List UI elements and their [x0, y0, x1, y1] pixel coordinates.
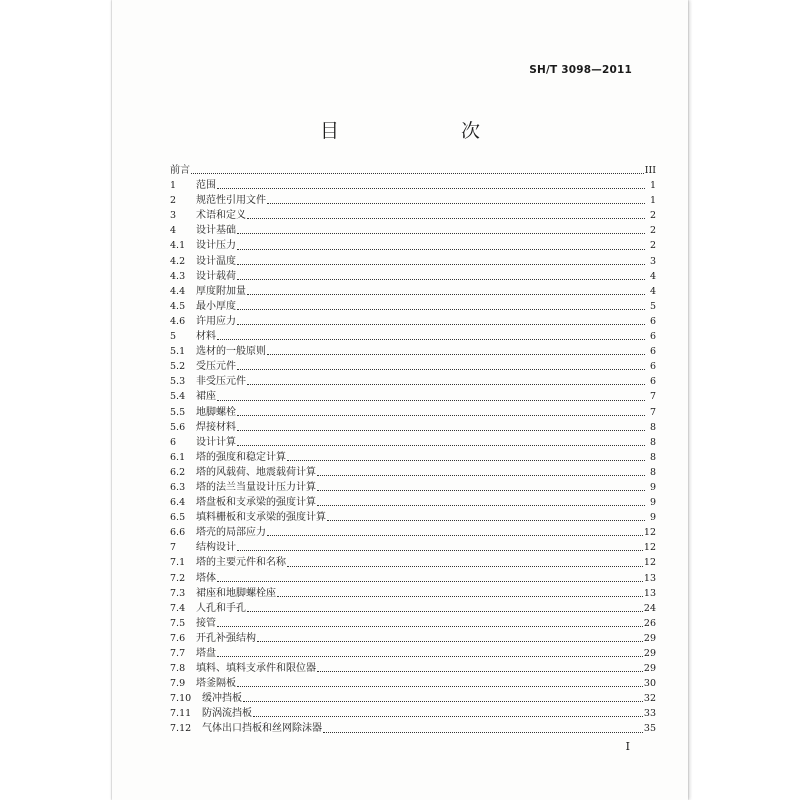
toc-entry-label: 塔的法兰当量设计压力计算 — [196, 481, 316, 493]
toc-leader-dots — [267, 194, 645, 204]
page-title: 目 次 — [319, 120, 508, 142]
toc-entry — [170, 314, 656, 329]
toc-entry — [170, 420, 656, 435]
toc-entry-label: 材料 — [196, 331, 216, 343]
toc-leader-dots — [247, 285, 645, 295]
toc-entry — [170, 540, 656, 555]
toc-entry — [170, 374, 656, 389]
toc-leader-dots — [237, 677, 643, 687]
toc-leader-dots — [237, 224, 645, 234]
toc-entry-label: 气体出口挡板和丝网除沫器 — [202, 723, 322, 735]
toc-entry-page: 8 — [649, 466, 656, 478]
toc-entry-label: 塔盘板和支承梁的强度计算 — [196, 497, 316, 509]
toc-leader-dots — [191, 164, 644, 174]
toc-entry-label: 塔体 — [196, 572, 216, 584]
toc-entry-number: 7 — [170, 542, 177, 554]
toc-entry — [170, 344, 656, 359]
toc-entry-page: 7 — [649, 391, 656, 403]
toc-entry — [170, 601, 656, 616]
toc-leader-dots — [287, 451, 645, 461]
toc-entry-label: 开孔补强结构 — [196, 632, 256, 644]
toc-leader-dots — [247, 602, 643, 612]
toc-entry-page: 6 — [649, 376, 656, 388]
toc-leader-dots — [247, 209, 645, 219]
toc-entry — [170, 525, 656, 540]
toc-leader-dots — [237, 360, 645, 370]
toc-entry-label: 前言 — [170, 165, 190, 176]
toc-entry-page: 29 — [643, 663, 656, 675]
toc-entry-page: 29 — [643, 632, 656, 644]
toc-leader-dots — [257, 632, 643, 642]
toc-entry — [170, 284, 656, 299]
toc-entry-label: 裙座 — [196, 391, 216, 403]
toc-entry-label: 塔盘 — [196, 648, 216, 659]
toc-entry — [170, 193, 656, 208]
toc-entry-page: 4 — [649, 285, 656, 297]
toc-entry — [170, 269, 656, 284]
toc-leader-dots — [327, 511, 645, 521]
toc-entry-label: 设计压力 — [196, 240, 236, 252]
toc-entry-label: 塔壳的局部应力 — [196, 527, 266, 539]
toc-entry-label: 接管 — [196, 617, 216, 629]
toc-entry-number: 5.6 — [170, 421, 186, 433]
toc-entry-label: 设计温度 — [196, 255, 236, 267]
toc-leader-dots — [217, 647, 643, 657]
toc-entry-label: 非受压元件 — [196, 376, 246, 388]
toc-entry-label: 人孔和手孔 — [196, 602, 246, 614]
toc-entry-number: 7.12 — [170, 723, 192, 735]
toc-leader-dots — [243, 692, 643, 702]
toc-entry — [170, 631, 656, 646]
toc-entry-page: 13 — [643, 572, 656, 584]
toc-entry — [170, 691, 656, 706]
toc-entry-page: 7 — [649, 406, 656, 418]
toc-entry-page: 2 — [649, 210, 656, 222]
toc-entry-number: 6.2 — [170, 466, 186, 478]
toc-entry-number: 4 — [170, 225, 177, 237]
toc-entry — [170, 178, 656, 193]
toc-entry-number: 5.2 — [170, 361, 186, 373]
toc-entry-page: 13 — [643, 587, 656, 599]
toc-entry — [170, 208, 656, 223]
toc-entry-page: 6 — [649, 331, 656, 343]
toc-entry — [170, 450, 656, 465]
toc-entry-page: 12 — [643, 527, 656, 539]
toc-leader-dots — [267, 345, 645, 355]
toc-entry-number: 6.6 — [170, 527, 186, 539]
toc-leader-dots — [237, 315, 645, 325]
toc-entry-number: 4.3 — [170, 270, 186, 282]
toc-entry-number: 4.4 — [170, 285, 186, 297]
toc-entry-label: 术语和定义 — [196, 210, 246, 222]
toc-entry — [170, 238, 656, 253]
toc-entry-label: 地脚螺栓 — [196, 406, 236, 418]
toc-entry-label: 厚度附加量 — [196, 285, 246, 297]
toc-entry-page: 26 — [643, 617, 656, 629]
toc-entry — [170, 163, 656, 178]
toc-entry-number: 7.6 — [170, 632, 186, 644]
toc-leader-dots — [217, 391, 645, 401]
toc-entry-page: 12 — [643, 542, 656, 554]
toc-entry-page: 2 — [649, 225, 656, 237]
toc-entry-label: 填料、填料支承件和限位器 — [196, 663, 316, 675]
toc-entry-page: 9 — [649, 481, 656, 493]
toc-entry-number: 6.5 — [170, 512, 186, 524]
toc-leader-dots — [237, 255, 645, 265]
toc-leader-dots — [217, 179, 645, 189]
toc-entry — [170, 329, 656, 344]
toc-entry-page: 8 — [649, 421, 656, 433]
toc-entry-page: 8 — [649, 436, 656, 448]
toc-entry-number: 7.1 — [170, 557, 186, 569]
toc-entry — [170, 480, 656, 495]
toc-entry — [170, 299, 656, 314]
toc-leader-dots — [237, 421, 645, 431]
toc-entry-label: 设计载荷 — [196, 270, 236, 282]
toc-entry-page: 29 — [643, 648, 656, 659]
toc-entry-label: 设计基础 — [196, 225, 236, 237]
toc-entry — [170, 389, 656, 404]
toc-entry-number: 6 — [170, 436, 177, 448]
toc-entry-number: 7.2 — [170, 572, 186, 584]
toc-entry-number: 7.8 — [170, 663, 186, 675]
toc-entry-number: 4.2 — [170, 255, 186, 267]
toc-entry-number: 6.4 — [170, 497, 186, 509]
toc-leader-dots — [317, 481, 645, 491]
toc-entry-number: 7.5 — [170, 617, 186, 629]
toc-leader-dots — [237, 270, 645, 280]
toc-leader-dots — [237, 406, 645, 416]
toc-entry-number: 5.4 — [170, 391, 186, 403]
toc-entry-label: 填料栅板和支承梁的强度计算 — [196, 512, 326, 524]
toc-leader-dots — [277, 587, 643, 597]
toc-entry-page: 3 — [649, 255, 656, 267]
toc-entry-number: 5.1 — [170, 346, 186, 358]
toc-entry-number: 7.3 — [170, 587, 186, 599]
toc-entry — [170, 571, 656, 586]
toc-entry-number: 2 — [170, 195, 177, 207]
toc-leader-dots — [317, 466, 645, 476]
toc-entry — [170, 661, 656, 676]
toc-leader-dots — [217, 330, 645, 340]
toc-entry-page: 9 — [649, 512, 656, 524]
toc-leader-dots — [237, 240, 645, 250]
toc-entry-page: 5 — [649, 300, 656, 312]
toc-entry-label: 塔釜隔板 — [196, 678, 236, 690]
toc-entry-page: 6 — [649, 361, 656, 373]
toc-entry — [170, 646, 656, 661]
toc-entry-number: 3 — [170, 210, 177, 222]
toc-entry-number: 4.1 — [170, 240, 186, 252]
toc-entry — [170, 586, 656, 601]
toc-leader-dots — [247, 375, 645, 385]
toc-entry-page: 24 — [643, 602, 656, 614]
toc-leader-dots — [237, 436, 645, 446]
toc-entry-number: 5.3 — [170, 376, 186, 388]
toc-entry-label: 最小厚度 — [196, 300, 236, 312]
toc-entry-page: 6 — [649, 315, 656, 327]
toc-leader-dots — [267, 526, 643, 536]
toc-entry-label: 塔的强度和稳定计算 — [196, 451, 286, 463]
toc-leader-dots — [317, 662, 643, 672]
toc-entry-label: 选材的一般原则 — [196, 346, 266, 358]
toc-leader-dots — [237, 541, 643, 551]
toc-entry-number: 1 — [170, 180, 177, 192]
toc-entry-page: 1 — [649, 180, 656, 192]
toc-entry-label: 许用应力 — [196, 315, 236, 327]
toc-entry-page: 32 — [643, 693, 656, 705]
toc-entry-number: 4.5 — [170, 300, 186, 312]
toc-entry — [170, 510, 656, 525]
toc-entry — [170, 616, 656, 631]
toc-leader-dots — [217, 617, 643, 627]
toc-leader-dots — [323, 723, 643, 733]
toc-entry — [170, 223, 656, 238]
toc-entry — [170, 555, 656, 570]
toc-entry — [170, 465, 656, 480]
toc-entry — [170, 359, 656, 374]
toc-entry-page: 8 — [649, 451, 656, 463]
toc-entry-label: 规范性引用文件 — [196, 195, 266, 207]
toc-entry-page: III — [644, 165, 656, 176]
toc-leader-dots — [217, 572, 643, 582]
toc-entry-number: 7.9 — [170, 678, 186, 690]
toc-leader-dots — [237, 300, 645, 310]
toc-entry-number: 6.1 — [170, 451, 186, 463]
toc-entry — [170, 676, 656, 691]
document-page — [112, 0, 688, 800]
toc-entry-label: 范围 — [196, 180, 216, 192]
toc-entry-label: 焊接材料 — [196, 421, 236, 433]
toc-entry-label: 塔的主要元件和名称 — [196, 557, 286, 569]
toc-entry-page: 4 — [649, 270, 656, 282]
toc-entry-number: 4.6 — [170, 315, 186, 327]
toc-entry-page: 12 — [643, 557, 656, 569]
toc-entry-label: 受压元件 — [196, 361, 236, 373]
toc-entry — [170, 721, 656, 736]
toc-entry — [170, 254, 656, 269]
toc-leader-dots — [253, 707, 643, 717]
toc-entry-label: 设计计算 — [196, 436, 236, 448]
standard-code: SH/T 3098—2011 — [529, 64, 632, 76]
toc-entry-number: 6.3 — [170, 481, 186, 493]
toc-entry-page: 35 — [643, 723, 656, 735]
toc-entry — [170, 495, 656, 510]
toc-leader-dots — [287, 557, 643, 567]
toc-entry-page: 1 — [649, 195, 656, 207]
toc-entry-label: 缓冲挡板 — [202, 693, 242, 705]
toc-entry-number: 7.7 — [170, 648, 186, 659]
toc-entry — [170, 435, 656, 450]
toc-entry — [170, 405, 656, 420]
toc-entry-page: 2 — [649, 240, 656, 252]
toc-entry-number: 7.11 — [170, 708, 192, 720]
page-number: I — [625, 740, 630, 753]
toc-entry-number: 5 — [170, 331, 177, 343]
table-of-contents — [170, 163, 656, 737]
toc-entry-page: 33 — [643, 708, 656, 720]
toc-entry — [170, 706, 656, 721]
toc-entry-number: 7.10 — [170, 693, 192, 705]
toc-entry-label: 结构设计 — [196, 542, 236, 554]
toc-entry-label: 防涡流挡板 — [202, 708, 252, 720]
toc-entry-label: 裙座和地脚螺栓座 — [196, 587, 276, 599]
toc-entry-number: 5.5 — [170, 406, 186, 418]
toc-leader-dots — [317, 496, 645, 506]
toc-entry-page: 9 — [649, 497, 656, 509]
toc-entry-page: 30 — [643, 678, 656, 690]
toc-entry-page: 6 — [649, 346, 656, 358]
toc-entry-number: 7.4 — [170, 602, 186, 614]
toc-entry-label: 塔的风载荷、地震载荷计算 — [196, 466, 316, 478]
